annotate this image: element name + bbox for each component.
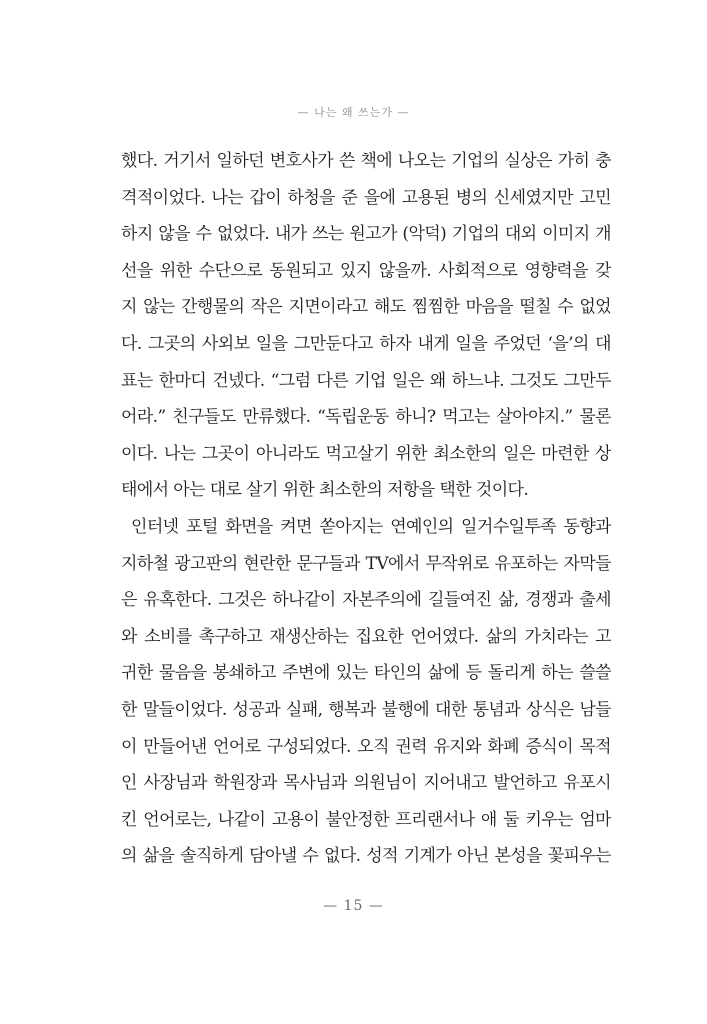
text-line: 와 소비를 촉구하고 재생산하는 집요한 언어였다. 삶의 가치라는 고 [121,626,611,647]
text-line: 은 유혹한다. 그것은 하나같이 자본주의에 길들여진 삶, 경쟁과 출세 [121,590,611,611]
body-text [121,147,611,879]
text-line: 격적이었다. 나는 갑이 하청을 준 을에 고용된 병의 신세였지만 고민 [121,187,611,208]
text-line: 의 삶을 솔직하게 담아낼 수 없다. 성적 기계가 아닌 본성을 꽃피우는 [121,846,611,867]
text-line: 이 만들어낸 언어로 구성되었다. 오직 권력 유지와 화폐 증식이 목적 [121,736,611,757]
text-line: 한 말들이었다. 성공과 실패, 행복과 불행에 대한 통념과 상식은 남들 [121,699,611,720]
text-line: 어라.” 친구들도 만류했다. “독립운동 하니? 먹고는 살아야지.” 물론 [121,407,611,428]
text-line: 지 않는 간행물의 작은 지면이라고 해도 찜찜한 마음을 떨칠 수 없었 [121,297,611,318]
text-line: 인터넷 포털 화면을 켜면 쏟아지는 연예인의 일거수일투족 동향과 [131,516,611,537]
text-line: 하지 않을 수 없었다. 내가 쓰는 원고가 (악덕) 기업의 대외 이미지 개 [121,224,611,245]
text-line: 인 사장님과 학원장과 목사님과 의원님이 지어내고 발언하고 유포시 [121,773,611,794]
text-line: 귀한 물음을 봉쇄하고 주변에 있는 타인의 삶에 등 돌리게 하는 쓸쓸 [121,663,611,684]
text-line: 킨 언어로는, 나같이 고용이 불안정한 프리랜서나 애 둘 키우는 엄마 [121,809,611,830]
running-head: — 나는 왜 쓰는가 — [297,106,410,119]
text-line: 선을 위한 수단으로 동원되고 있지 않을까. 사회적으로 영향력을 갖 [121,260,611,281]
text-line: 표는 한마디 건넸다. “그럼 다른 기업 일은 왜 하느냐. 그것도 그만두 [121,370,611,391]
text-line: 이다. 나는 그곳이 아니라도 먹고살기 위한 최소한의 일은 마련한 상 [121,443,611,464]
text-line: 태에서 아는 대로 살기 위한 최소한의 저항을 택한 것이다. [121,480,529,501]
text-line: 다. 그곳의 사외보 일을 그만둔다고 하자 내게 일을 주었던 ‘을’의 대 [121,333,611,354]
text-line: 했다. 거기서 일하던 변호사가 쓴 책에 나오는 기업의 실상은 가히 충 [121,151,611,171]
text-line: 지하철 광고판의 현란한 문구들과 TV에서 무작위로 유포하는 자막들 [121,553,611,574]
page-number: — 15 — [323,898,384,914]
